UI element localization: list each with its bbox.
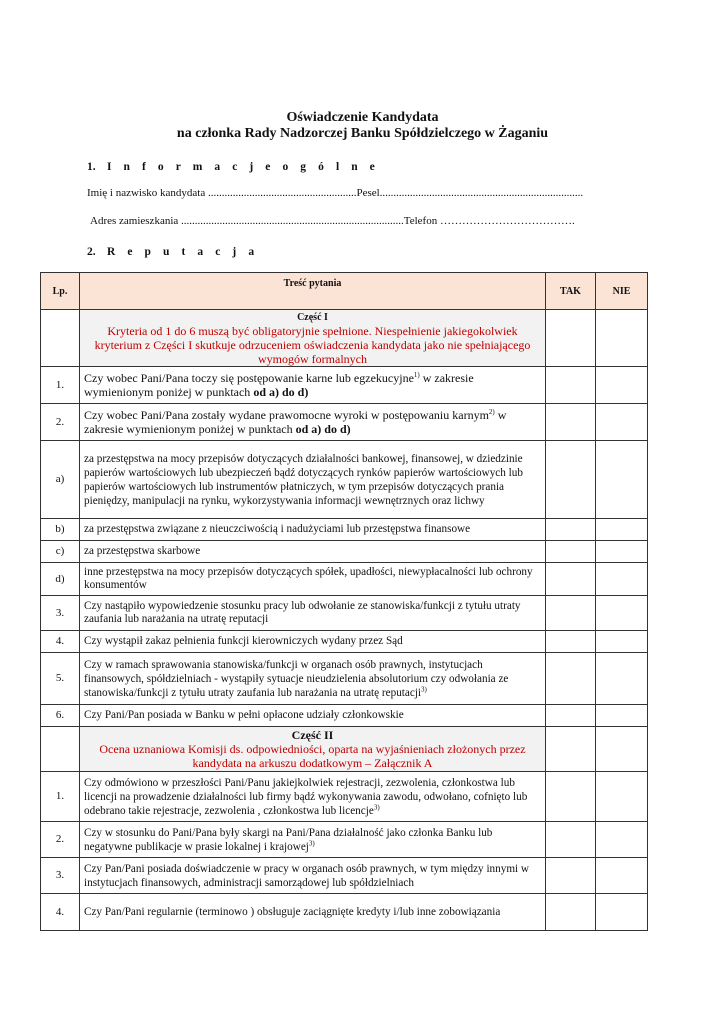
questionnaire-table xyxy=(40,272,648,931)
answer-no-cell[interactable] xyxy=(596,822,648,858)
answer-yes-cell[interactable] xyxy=(546,310,596,367)
row-lp: 3. xyxy=(41,596,80,631)
table-row xyxy=(41,367,648,404)
answer-no-cell[interactable] xyxy=(596,441,648,519)
answer-no-cell[interactable] xyxy=(596,310,648,367)
table-row xyxy=(41,404,648,441)
answer-no-cell[interactable] xyxy=(596,705,648,727)
answer-no-cell[interactable] xyxy=(596,727,648,772)
table-row xyxy=(41,519,648,541)
answer-yes-cell[interactable] xyxy=(546,653,596,705)
section-number: 1. xyxy=(87,161,96,173)
header-question: Treść pytania xyxy=(80,273,546,310)
row-lp: 2. xyxy=(41,404,80,441)
header-no: NIE xyxy=(596,273,648,310)
header-yes: TAK xyxy=(546,273,596,310)
section-reputation xyxy=(87,246,259,258)
answer-yes-cell[interactable] xyxy=(546,367,596,404)
table-row xyxy=(41,596,648,631)
part2-header xyxy=(80,727,546,772)
table-row xyxy=(41,858,648,894)
section-number: 2. xyxy=(87,246,96,258)
table-row xyxy=(41,441,648,519)
part2-header-row xyxy=(41,727,648,772)
row-lp: a) xyxy=(41,441,80,519)
answer-yes-cell[interactable] xyxy=(546,541,596,563)
row-lp: 2. xyxy=(41,822,80,858)
table-row xyxy=(41,541,648,563)
row-question: za przestępstwa związane z nieuczciwością i nadużyciami lub przestępstwa finansowe xyxy=(80,519,546,541)
row-question: Czy nastąpiło wypowiedzenie stosunku pracy lub odwołanie ze stanowiska/funkcji z tytułu utraty zaufania lub narażania na utratę reputacji xyxy=(80,596,546,631)
part1-header xyxy=(80,310,546,367)
table-header-row xyxy=(41,273,648,310)
section-general-info xyxy=(87,161,379,173)
row-lp: 3. xyxy=(41,858,80,894)
table-row xyxy=(41,894,648,931)
answer-no-cell[interactable] xyxy=(596,631,648,653)
table-row xyxy=(41,631,648,653)
part2-title: Część II xyxy=(291,727,334,742)
table-row xyxy=(41,653,648,705)
row-lp: 5. xyxy=(41,653,80,705)
row-lp: 4. xyxy=(41,631,80,653)
answer-no-cell[interactable] xyxy=(596,404,648,441)
row-question: inne przestępstwa na mocy przepisów dotyczących spółek, upadłości, niewypłacalności lub ochrony konsumentów xyxy=(80,563,546,596)
row-question: za przestępstwa na mocy przepisów dotyczących działalności bankowej, finansowej, w dziedzinie papierów wartościowych lub ubezpieczeń bądź dotyczących rynków papierów wartościowych lub papierów wartościowych lub instrumentów płatniczych, w tym przepisów dotyczących prania pieniędzy, manipulacji na rynku, wykorzystywania informacji wewnętrznych oraz lichwy xyxy=(80,441,546,519)
answer-yes-cell[interactable] xyxy=(546,596,596,631)
row-question: Czy w ramach sprawowania stanowiska/funkcji w organach osób prawnych, instytucjach finansowych, spółdzielniach - wystąpiły sytuacje nieudzielenia absolutorium czy odwołania ze stanowiska/funkcji z tytułu utraty zaufania lub narażania na utratę reputacji$^{3)}$ xyxy=(80,653,546,705)
table-row xyxy=(41,772,648,822)
answer-no-cell[interactable] xyxy=(596,541,648,563)
part1-header-row xyxy=(41,310,648,367)
answer-no-cell[interactable] xyxy=(596,772,648,822)
answer-yes-cell[interactable] xyxy=(546,631,596,653)
answer-no-cell[interactable] xyxy=(596,653,648,705)
part2-description: Ocena uznaniowa Komisji ds. odpowiedniości, oparta na wyjaśnieniach złożonych przez kandydata na arkuszu dodatkowym – Załącznik A xyxy=(99,741,526,770)
answer-yes-cell[interactable] xyxy=(546,705,596,727)
row-question: za przestępstwa skarbowe xyxy=(80,541,546,563)
answer-no-cell[interactable] xyxy=(596,858,648,894)
table-row xyxy=(41,705,648,727)
answer-no-cell[interactable] xyxy=(596,367,648,404)
answer-yes-cell[interactable] xyxy=(546,772,596,822)
header-lp: Lp. xyxy=(41,273,80,310)
row-question: Czy Pani/Pan posiada w Banku w pełni opłacone udziały członkowskie xyxy=(80,705,546,727)
row-lp: 1. xyxy=(41,772,80,822)
row-question: Czy wystąpił zakaz pełnienia funkcji kierowniczych wydany przez Sąd xyxy=(80,631,546,653)
answer-no-cell[interactable] xyxy=(596,596,648,631)
row-lp: d) xyxy=(41,563,80,596)
part1-title: Część I xyxy=(297,311,328,323)
table-row xyxy=(41,563,648,596)
answer-no-cell[interactable] xyxy=(596,519,648,541)
row-question: Czy odmówiono w przeszłości Pani/Panu jakiejkolwiek rejestracji, zezwolenia, członkostwa lub licencji na prowadzenie działalności lub firmy bądź wykonywania zawodu, odwołano, cofnięto lub odebrano takie rejestracje, zezwolenia , członkostwa lub licencje$^{3)}$ xyxy=(80,772,546,822)
field-name-pesel[interactable]: Imię i nazwisko kandydata ......................................................Pesel.......................................................................... xyxy=(87,187,584,199)
row-question: Czy wobec Pani/Pana toczy się postępowanie karne lub egzekucyjne$^{1)}$ w zakresie wymienionym poniżej w punktach od a) do d) xyxy=(80,367,546,404)
document-title: Oświadczenie Kandydata xyxy=(286,110,439,125)
section-label: I n f o r m a c j e o g ó l n e xyxy=(107,161,380,173)
answer-yes-cell[interactable] xyxy=(546,441,596,519)
answer-yes-cell[interactable] xyxy=(546,404,596,441)
answer-yes-cell[interactable] xyxy=(546,858,596,894)
row-lp: b) xyxy=(41,519,80,541)
row-question: Czy Pan/Pani posiada doświadczenie w pracy w organach osób prawnych, w tym między innymi w instytucjach finansowych, administracji samorządowej lub spółdzielniach xyxy=(80,858,546,894)
row-lp: 1. xyxy=(41,367,80,404)
answer-yes-cell[interactable] xyxy=(546,894,596,931)
answer-yes-cell[interactable] xyxy=(546,727,596,772)
part1-description: Kryteria od 1 do 6 muszą być obligatoryjnie spełnione. Niespełnienie jakiegokolwiek kryterium z Części I skutkuje odrzuceniem oświadczenia kandydata jako nie spełniającego wymogów formalnych xyxy=(94,323,531,366)
document-subtitle: na członka Rady Nadzorczej Banku Spółdzielczego w Żaganiu xyxy=(176,126,549,141)
answer-no-cell[interactable] xyxy=(596,563,648,596)
row-lp: 4. xyxy=(41,894,80,931)
row-question: Czy w stosunku do Pani/Pana były skargi na Pani/Pana działalność jako członka Banku lub negatywne publikacje w prasie lokalnej i krajowej$^{3)}$ xyxy=(80,822,546,858)
row-question: Czy wobec Pani/Pana zostały wydane prawomocne wyroki w postępowaniu karnym$^{2)}$ w zakresie wymienionym poniżej w punktach od a) do d) xyxy=(80,404,546,441)
table-row xyxy=(41,822,648,858)
answer-yes-cell[interactable] xyxy=(546,563,596,596)
row-lp: c) xyxy=(41,541,80,563)
field-address-phone[interactable]: Adres zamieszkania .................................................................................Telefon ………………………………. xyxy=(90,215,575,227)
answer-yes-cell[interactable] xyxy=(546,519,596,541)
section-label: R e p u t a c j a xyxy=(107,246,259,258)
row-lp: 6. xyxy=(41,705,80,727)
answer-yes-cell[interactable] xyxy=(546,822,596,858)
answer-no-cell[interactable] xyxy=(596,894,648,931)
row-question: Czy Pan/Pani regularnie (terminowo ) obsługuje zaciągnięte kredyty i/lub inne zobowiązania xyxy=(80,894,546,931)
